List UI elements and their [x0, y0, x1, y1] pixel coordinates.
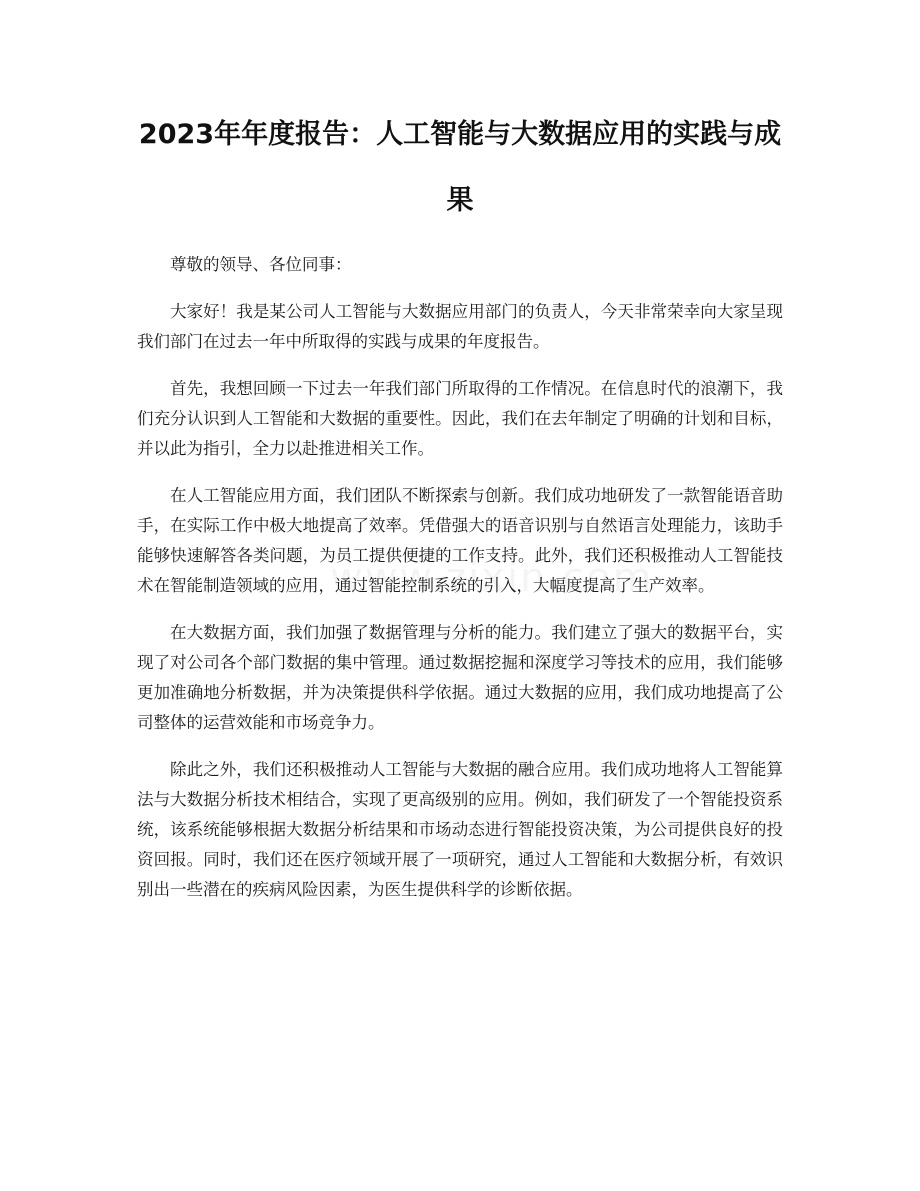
- salutation: 尊敬的领导、各位同事：: [170, 255, 352, 274]
- paragraph-2: 首先，我想回顾一下过去一年我们部门所取得的工作情况。在信息时代的浪潮下，我们充分认识到人工智能和大数据的重要性。因此，我们在去年制定了明确的计划和目标，并以此为指引，全力以赴推进相关工作。: [137, 379, 783, 458]
- paragraph-5: 除此之外，我们还积极推动人工智能与大数据的融合应用。我们成功地将人工智能算法与大数据分析技术相结合，实现了更高级别的应用。例如，我们研发了一个智能投资系统，该系统能够根据大数据分析结果和市场动态进行智能投资决策，为公司提供良好的投资回报。同时，我们还在医疗领域开展了一项研究，通过人工智能和大数据分析，有效识别出一些潜在的疾病风险因素，为医生提供科学的诊断依据。: [137, 760, 783, 899]
- document-title: 2023年年度报告：人工智能与大数据应用的实践与成果: [138, 119, 782, 216]
- paragraph-1: 大家好！我是某公司人工智能与大数据应用部门的负责人，今天非常荣幸向大家呈现我们部门在过去一年中所取得的实践与成果的年度报告。: [137, 302, 783, 351]
- paragraph-3: 在人工智能应用方面，我们团队不断探索与创新。我们成功地研发了一款智能语音助手，在实际工作中极大地提高了效率。凭借强大的语音识别与自然语言处理能力，该助手能够快速解答各类问题，为员工提供便捷的工作支持。此外，我们还积极推动人工智能技术在智能制造领域的应用，通过智能控制系统的引入，大幅度提高了生产效率。: [137, 486, 783, 595]
- paragraph-4: 在大数据方面，我们加强了数据管理与分析的能力。我们建立了强大的数据平台，实现了对公司各个部门数据的集中管理。通过数据挖掘和深度学习等技术的应用，我们能够更加准确地分析数据，并为决策提供科学依据。通过大数据的应用，我们成功地提高了公司整体的运营效能和市场竞争力。: [137, 623, 783, 732]
